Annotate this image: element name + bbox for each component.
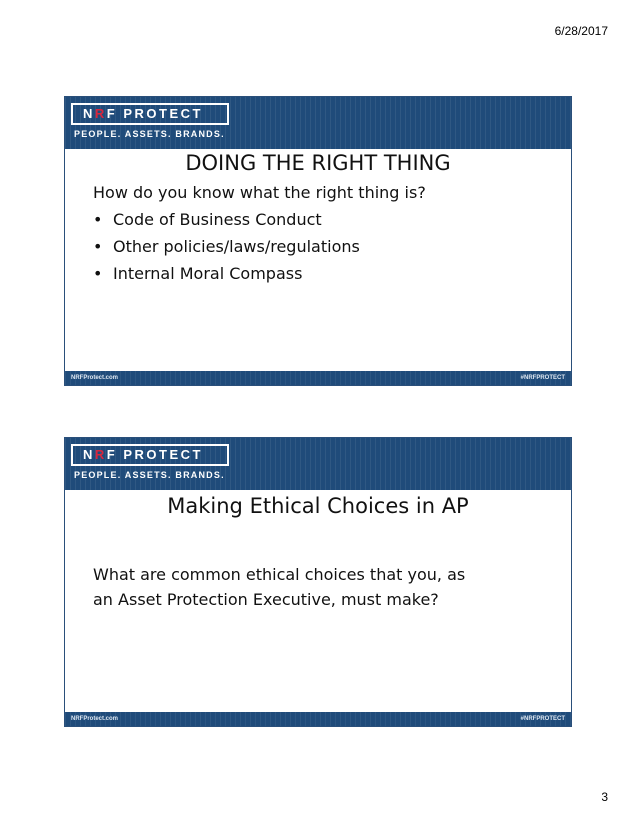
brand-tagline: PEOPLE. ASSETS. BRANDS. xyxy=(74,129,225,139)
list-item: • Internal Moral Compass xyxy=(93,264,303,283)
footer-website: NRFProtect.com xyxy=(71,716,119,722)
nrf-protect-logo: NRF PROTECT xyxy=(71,444,229,466)
document-date: 6/28/2017 xyxy=(554,24,608,38)
list-item: • Other policies/laws/regulations xyxy=(93,237,360,256)
footer-hashtag: #NRFPROTECT xyxy=(520,716,565,722)
list-item: • Code of Business Conduct xyxy=(93,210,322,229)
footer-website: NRFProtect.com xyxy=(71,375,119,381)
footer-hashtag: #NRFPROTECT xyxy=(520,375,565,381)
nrf-protect-logo: NRF PROTECT xyxy=(71,103,229,125)
slide-banner xyxy=(65,438,571,490)
slide-2 xyxy=(64,437,572,727)
slide-body xyxy=(93,562,551,612)
slide-title: DOING THE RIGHT THING xyxy=(185,151,451,175)
body-line: an Asset Protection Executive, must make? xyxy=(93,590,439,609)
slide-banner xyxy=(65,97,571,149)
slide-title: Making Ethical Choices in AP xyxy=(167,494,469,518)
bullet-list xyxy=(93,210,551,283)
slide-body xyxy=(93,183,551,291)
slide-footer xyxy=(65,371,571,385)
slide-footer xyxy=(65,712,571,726)
page-number: 3 xyxy=(601,790,608,804)
body-line: What are common ethical choices that you, as xyxy=(93,565,466,584)
slide-1 xyxy=(64,96,572,386)
intro-question: How do you know what the right thing is? xyxy=(93,183,426,202)
brand-tagline: PEOPLE. ASSETS. BRANDS. xyxy=(74,470,225,480)
